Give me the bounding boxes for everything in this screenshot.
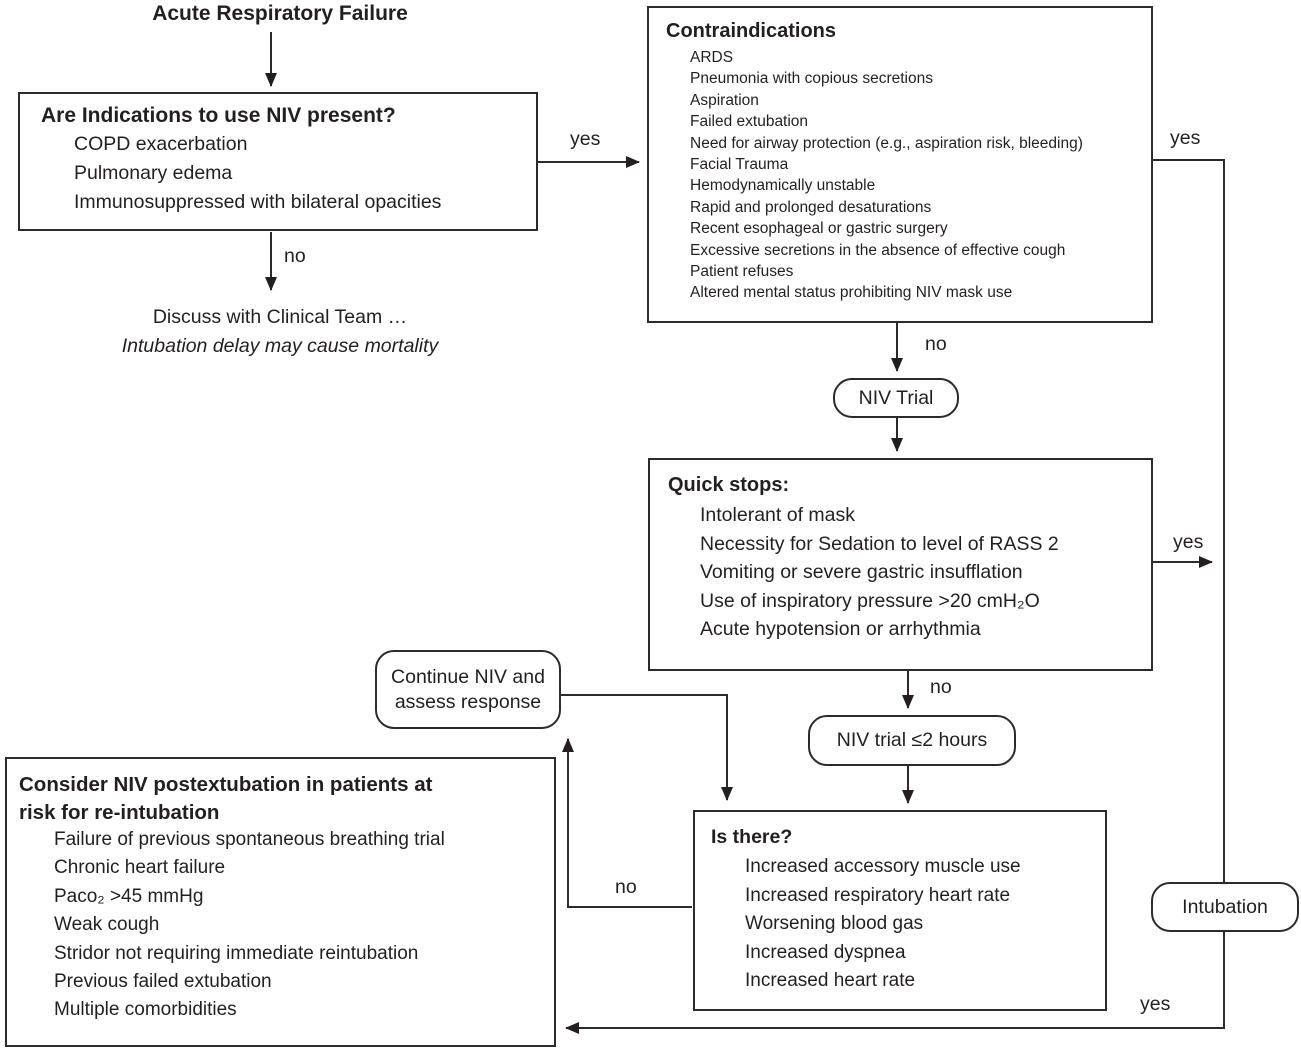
- niv-trial-node: [833, 378, 959, 418]
- is-there-heading: Is there?: [711, 826, 793, 848]
- list-item: Hemodynamically unstable: [690, 177, 876, 195]
- discuss-note: [60, 303, 500, 361]
- list-item: Acute hypotension or arrhythmia: [700, 618, 981, 640]
- quick-stops-list: [668, 501, 1145, 644]
- edge-label-no-quick-stops: no: [930, 676, 952, 698]
- list-item: Aspiration: [690, 91, 759, 109]
- list-item: Weak cough: [54, 914, 160, 936]
- niv-trial-label: NIV Trial: [858, 386, 934, 409]
- continue-niv-node: [375, 650, 561, 729]
- niv-trial-2h-label: NIV trial ≤2 hours: [836, 729, 988, 751]
- edge-label-yes-indications: yes: [570, 128, 601, 150]
- indications-list: [41, 130, 528, 217]
- continue-niv-line1: Continue NIV and: [391, 665, 545, 688]
- list-item: Pneumonia with copious secretions: [690, 70, 933, 88]
- discuss-line1: Discuss with Clinical Team …: [152, 306, 408, 328]
- list-item: Pulmonary edema: [74, 162, 233, 184]
- quick-stops-heading: Quick stops:: [668, 474, 790, 496]
- list-item: Increased dyspnea: [745, 941, 906, 963]
- list-item: Failure of previous spontaneous breathing trial: [54, 829, 445, 850]
- edge-label-yes-quick-stops: yes: [1173, 531, 1204, 553]
- list-item: Worsening blood gas: [745, 913, 924, 934]
- list-item: Need for airway protection (e.g., aspiration risk, bleeding): [690, 134, 1083, 152]
- list-item: Previous failed extubation: [54, 971, 272, 993]
- discuss-line2: Intubation delay may cause mortality: [121, 335, 439, 357]
- edge-label-no-indications: no: [284, 245, 306, 267]
- edge-label-no-contraindications: no: [925, 333, 947, 355]
- list-item: Multiple comorbidities: [54, 999, 237, 1021]
- list-item: Patient refuses: [690, 263, 794, 281]
- list-item: Rapid and prolonged desaturations: [690, 198, 932, 216]
- list-item: Stridor not requiring immediate reintubation: [54, 942, 419, 964]
- edge-label-no-is-there: no: [615, 876, 637, 898]
- postextubation-heading-line2: risk for re-intubation: [19, 800, 220, 824]
- list-item: COPD exacerbation: [74, 133, 248, 155]
- list-item: Failed extubation: [690, 113, 809, 131]
- list-item: Increased accessory muscle use: [745, 856, 1021, 877]
- list-item: Immunosuppressed with bilateral opacities: [74, 191, 442, 213]
- arrow-continue-niv-to-is-there: [560, 695, 727, 800]
- is-there-list: [711, 853, 1099, 996]
- list-item: ARDS: [690, 49, 734, 66]
- list-item: Paco₂ >45 mmHg: [54, 885, 204, 907]
- intubation-node: [1151, 882, 1299, 932]
- intubation-label: Intubation: [1182, 895, 1268, 918]
- edge-label-yes-contraindications: yes: [1170, 127, 1201, 149]
- edge-label-yes-is-there: yes: [1140, 993, 1171, 1015]
- list-item: Vomiting or severe gastric insufflation: [700, 561, 1023, 583]
- indications-heading: Are Indications to use NIV present?: [41, 104, 396, 127]
- list-item: Chronic heart failure: [54, 857, 226, 879]
- list-item: Excessive secretions in the absence of effective cough: [690, 241, 1066, 259]
- contraindications-list: [666, 47, 1145, 304]
- continue-niv-line2: assess response: [394, 690, 542, 713]
- list-item: Facial Trauma: [690, 156, 789, 174]
- indications-box: [18, 92, 538, 231]
- list-item: Altered mental status prohibiting NIV mask use: [690, 284, 1013, 302]
- is-there-box: [693, 810, 1107, 1011]
- quick-stops-box: [648, 458, 1153, 671]
- postextubation-box: [5, 757, 556, 1047]
- list-item: Necessity for Sedation to level of RASS 2: [700, 532, 1059, 555]
- list-item: Use of inspiratory pressure >20 cmH₂O: [700, 589, 1040, 612]
- niv-trial-2h-node: [808, 715, 1016, 766]
- list-item: Recent esophageal or gastric surgery: [690, 220, 948, 238]
- postextubation-list: [19, 826, 548, 1025]
- contraindications-heading: Contraindications: [666, 20, 837, 42]
- flowchart-title: Acute Respiratory Failure: [152, 2, 408, 25]
- list-item: Increased respiratory heart rate: [745, 884, 1011, 906]
- list-item: Increased heart rate: [745, 970, 916, 991]
- list-item: Intolerant of mask: [700, 504, 855, 526]
- contraindications-box: [647, 6, 1153, 323]
- postextubation-heading-line1: Consider NIV postextubation in patients at: [19, 773, 433, 796]
